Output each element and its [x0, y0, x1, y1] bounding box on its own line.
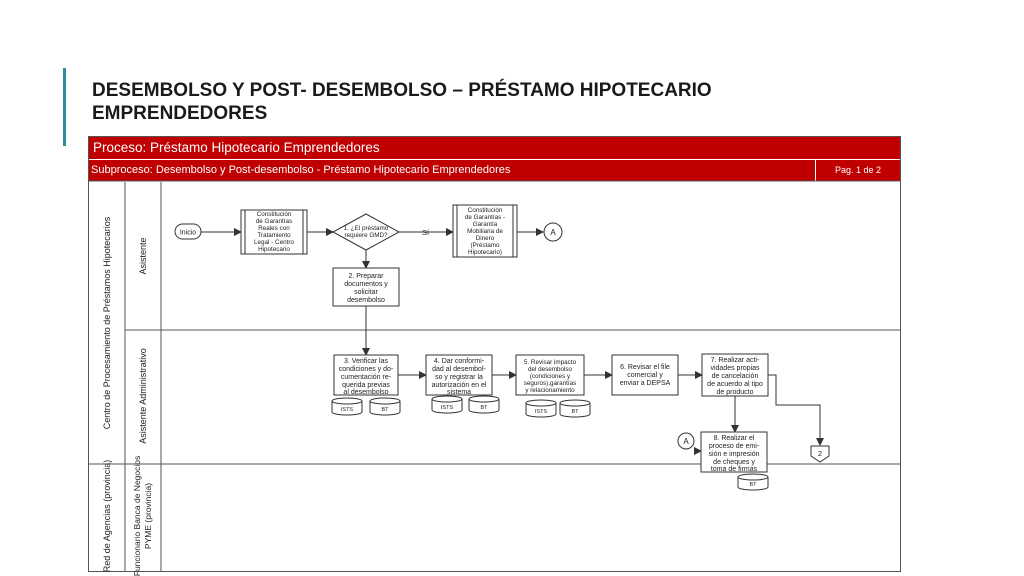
step8-l5: toma de firmas	[710, 466, 758, 473]
box-const-mob-l5: Dinero	[475, 235, 495, 242]
connector-a-in	[678, 433, 694, 449]
step7-l4: de acuerdo al tipo	[707, 381, 763, 388]
box-const-reales-l2: de Garantías	[255, 218, 293, 225]
step2-l3: solicitar	[354, 289, 378, 296]
step5-l1: 5. Revisar impacto	[523, 359, 577, 366]
subprocess-constitucion-garantia-mobiliaria	[453, 205, 517, 257]
box-const-mob-l3: Garantía	[472, 221, 498, 228]
step-4-dar-conformidad	[426, 355, 492, 396]
box-const-mob-l6: (Préstamo	[470, 242, 500, 249]
step5-l5: y relacionamiento	[525, 387, 575, 394]
box-const-reales-l4: Tratamiento	[257, 232, 291, 239]
svg-text:ISTS: ISTS	[440, 405, 454, 411]
flow-connectors	[201, 232, 820, 451]
start-node	[175, 224, 201, 239]
step3-l4: querida previas	[342, 382, 390, 389]
step4-l5: sistema	[446, 389, 472, 396]
svg-text:BT: BT	[571, 409, 579, 415]
box-const-reales-l6: Hipotecario	[258, 246, 290, 253]
svg-text:ISTS: ISTS	[534, 409, 548, 415]
step7-l2: vidades propias	[710, 365, 760, 372]
step4-l2: dad al desembol-	[432, 366, 486, 373]
step8-l4: de cheques y	[713, 459, 755, 466]
step-7-actividades-cancelacion	[702, 354, 768, 396]
slide-title-line1: DESEMBOLSO Y POST- DESEMBOLSO – PRÉSTAMO HIPOTECARIO	[92, 80, 712, 101]
lane-label-funcionario-l1: Funcionario Banca de Negocios	[132, 455, 142, 576]
step7-l5: de producto	[716, 389, 754, 396]
step6-l1: 6. Revisar el file	[620, 364, 670, 371]
step6-l3: enviar a DEPSA	[619, 380, 671, 387]
box-const-mob-l1: Constitución	[467, 207, 503, 214]
svg-text:BT: BT	[381, 407, 389, 413]
slide-title-line2: EMPRENDEDORES	[92, 103, 268, 124]
svg-text:Inicio: Inicio	[179, 229, 197, 237]
system-ists-step4	[432, 396, 462, 413]
decision-l1: 1. ¿El préstamo	[343, 225, 389, 232]
step4-l4: autorización en el	[431, 382, 487, 389]
lane-label-asistente-admin: Asistente Administrativo	[138, 348, 148, 444]
step-8-emision-cheques	[701, 432, 767, 473]
step8-l3: sión e impresión	[708, 451, 760, 458]
step-2-preparar-documentos	[333, 268, 399, 306]
step4-l3: so y registrar la	[435, 374, 483, 381]
step3-l2: condiciones y do-	[338, 366, 394, 373]
offpage-connector-2	[811, 446, 829, 462]
page-indicator: Pag. 1 de 2	[816, 160, 900, 181]
step2-l4: desembolso	[347, 297, 385, 304]
step4-l1: 4. Dar conformi-	[433, 358, 485, 365]
step5-l3: (condiciones y	[529, 373, 571, 380]
process-header: Proceso: Préstamo Hipotecario Emprendedores	[89, 137, 900, 159]
box-const-mob-l2: de Garantías -	[464, 214, 506, 221]
step-6-revisar-file	[612, 355, 678, 395]
step3-l5: al desembolso	[343, 389, 389, 396]
step3-l3: cumentación re-	[340, 374, 392, 381]
step5-l4: seguros),garantías	[523, 380, 577, 387]
step8-l1: 8. Realizar el	[713, 435, 755, 442]
lane-label-org2: Red de Agencias (provincia)	[102, 459, 112, 573]
svg-text:BT: BT	[480, 405, 488, 411]
svg-text:A: A	[550, 228, 556, 237]
step8-l2: proceso de emi-	[708, 443, 760, 450]
step3-l1: 3. Verificar las	[344, 358, 388, 365]
system-bt-step8	[738, 474, 768, 490]
step7-l1: 7. Realizar acti-	[710, 357, 760, 364]
system-bt-step3	[370, 398, 400, 415]
decision-l2: requiere GMD?	[344, 232, 388, 239]
step5-l2: del desembolso	[527, 366, 573, 373]
system-bt-step4	[469, 396, 499, 413]
step-5-revisar-impacto	[516, 355, 584, 395]
step6-l2: comercial y	[627, 372, 663, 379]
svg-text:ISTS: ISTS	[340, 407, 354, 413]
lane-label-asistente: Asistente	[138, 237, 148, 275]
box-const-reales-l3: Reales con	[258, 225, 290, 232]
step2-l1: 2. Preparar	[348, 273, 384, 280]
lane-label-funcionario-l2: PYME (provincia)	[143, 482, 153, 550]
subprocess-constitucion-garantias-reales	[241, 210, 307, 254]
svg-text:A: A	[683, 437, 689, 446]
svg-text:2: 2	[817, 449, 823, 458]
lane-label-org1: Centro de Procesamiento de Préstamos Hipotecarios	[102, 216, 112, 430]
step2-l2: documentos y	[344, 281, 388, 288]
system-bt-step5	[560, 400, 590, 417]
box-const-reales-l5: Legal - Centro	[254, 239, 294, 246]
subprocess-header: Subproceso: Desembolso y Post-desembolso - Préstamo Hipotecario Emprendedores	[89, 160, 815, 181]
box-const-mob-l4: Mobiliaria de	[467, 228, 503, 235]
box-const-reales-l1: Constitución	[256, 211, 292, 218]
connector-a-out	[544, 223, 562, 241]
step-3-verificar-condiciones	[334, 355, 398, 396]
step7-l3: de cancelación	[711, 373, 759, 380]
decision-requiere-gmd	[333, 214, 399, 250]
box-const-mob-l7: Hipotecario)	[468, 249, 502, 256]
svg-text:BT: BT	[749, 482, 757, 488]
system-ists-step5	[526, 400, 556, 417]
yes-label: Sí	[422, 228, 430, 237]
system-ists-step3	[332, 398, 362, 415]
